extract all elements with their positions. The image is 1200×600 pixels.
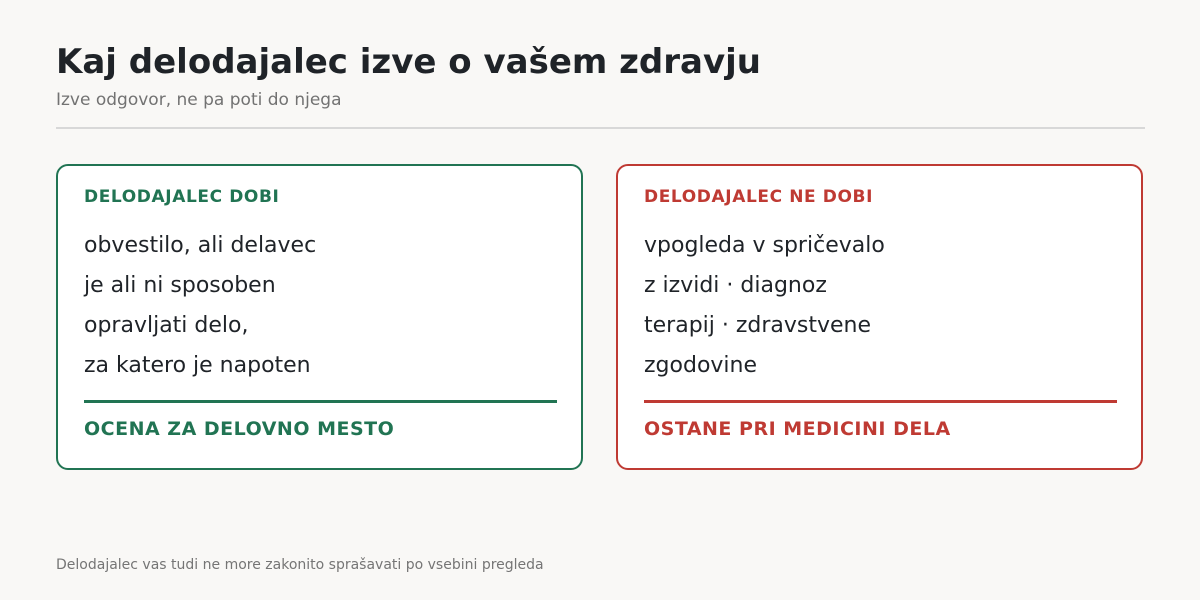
footnote: Delodajalec vas tudi ne more zakonito sprašavati po vsebini pregleda	[56, 557, 544, 573]
card-employer-does-not-get	[616, 164, 1143, 470]
card-text	[84, 226, 316, 386]
page-title: Kaj delodajalec izve o vašem zdravju	[56, 42, 762, 82]
card-text	[644, 226, 885, 386]
card-line: za katero je napoten	[84, 353, 311, 378]
card-line: zgodovine	[644, 353, 758, 378]
page-subtitle: Izve odgovor, ne pa poti do njega	[56, 90, 342, 110]
card-rule	[84, 400, 557, 403]
card-line: vpogleda v spričevalo	[644, 233, 885, 258]
card-heading: DELODAJALEC DOBI	[84, 187, 280, 207]
card-rule	[644, 400, 1117, 403]
header-divider	[56, 127, 1145, 129]
card-line: z izvidi · diagnoz	[644, 273, 827, 298]
card-heading: DELODAJALEC NE DOBI	[644, 187, 873, 207]
card-line: opravljati delo,	[84, 313, 249, 338]
card-line: obvestilo, ali delavec	[84, 233, 317, 258]
card-line: je ali ni sposoben	[84, 273, 276, 298]
card-footer: OCENA ZA DELOVNO MESTO	[84, 418, 395, 440]
card-line: terapij · zdravstvene	[644, 313, 872, 338]
card-employer-gets	[56, 164, 583, 470]
card-footer: OSTANE PRI MEDICINI DELA	[644, 418, 951, 440]
